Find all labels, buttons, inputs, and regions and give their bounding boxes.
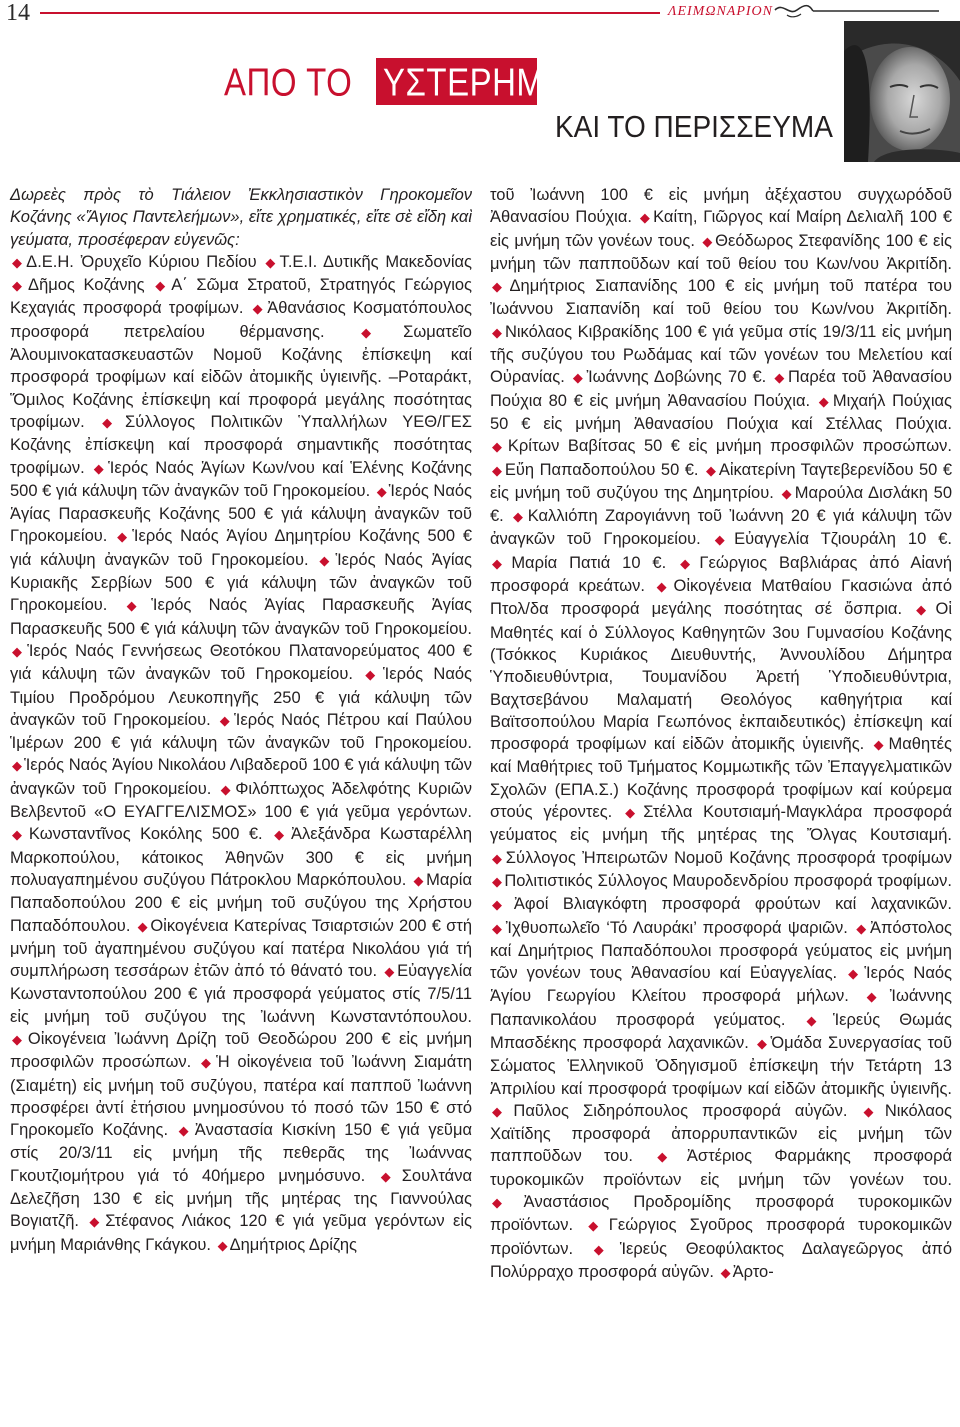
- donation-entry: Ἱερός Ναός Γεννήσεως Θεοτόκου Πλατανορεύματος 400 € γιά κάλυψη τῶν ἀναγκῶν τοῦ Γηροκομείου.: [10, 641, 472, 684]
- donation-entry: Ἱερός Ναός Ἁγίου Γεωργίου Κλείτου προσφορά μήλων.: [490, 964, 953, 1006]
- donation-entry: Α΄ Σῶμα Στρατοῦ, Στρατηγός Γεώργιος Κεχαγιάς προσφορά τροφίμων.: [10, 276, 472, 318]
- donation-entry: Καλλιόπη Ζαρογιάννη τοῦ Ἰωάννη 20 € γιά κάλυψη τῶν ἀναγκῶν τοῦ Γηροκομείου.: [490, 507, 952, 549]
- donation-entry: Μαθητές καί Μαθήτριες τοῦ Τμήματος Κομμωτικῆς τῶν Ἐπαγγελματικῶν Σχολῶν (ΕΠΑ.Σ.) Κοζάνης προσφορά τροφίμων καί κούρεμα στούς γέροντες.: [490, 735, 952, 822]
- diamond-bullet-icon: ◆: [380, 1168, 400, 1184]
- donation-entry: Σύλλογος Ἠπειρωτῶν Νομοῦ Κοζάνης προσφορά τροφίμων: [505, 848, 953, 867]
- donation-entry: Σωματεῖο Ἀλουμινοκατασκευαστῶν Νομοῦ Κοζάνης ἐπίσκεψη καί προσφορά τροφίμων καί εἰδῶν ἀτομικῆς ὑγιεινῆς. –Ροταράκτ, Ὅμιλος Κοζάνης ἐπίσκεψη καί προφορά μεγάλης ποσότητας τροφίμων.: [10, 322, 472, 431]
- diamond-bullet-icon: ◆: [12, 643, 26, 659]
- right-lead-text: τοῦ Ἰωάννη 100 € εἰς μνήμη ἀξέχαστου συγχωρόδοῦ Ἀθανασίου Πούχια.: [490, 186, 952, 227]
- diamond-bullet-icon: ◆: [413, 872, 425, 888]
- diamond-bullet-icon: ◆: [102, 414, 123, 430]
- diamond-bullet-icon: ◆: [319, 552, 334, 568]
- right-entries: [490, 208, 952, 1281]
- diamond-bullet-icon: ◆: [757, 1035, 769, 1051]
- donation-entry: Μαρία Παπαδοπούλου 200 € εἰς μνήμη τοῦ συζύγου της Χρήστου Παπαδόπουλου.: [10, 870, 472, 935]
- donation-entry: Μιχαήλ Πούχιας 50 € εἰς μνήμη Ἀθανασίου Πούχια καί Στέλλας Πούχια.: [490, 391, 953, 433]
- diamond-bullet-icon: ◆: [856, 920, 868, 936]
- diamond-bullet-icon: ◆: [720, 1264, 731, 1280]
- donation-entry: Ἱερός Ναός Ἁγίου Νικολάου Λιβαδεροῦ 100 € γιά κάλυψη τῶν ἀναγκῶν τοῦ Γηροκομείου.: [10, 756, 472, 798]
- donation-entry: Ἱερός Ναός Ἁγίων Κων/νου καί Ἑλένης Κοζάνης 500 € γιά κάλυψη τῶν ἀναγκῶν τοῦ Γηροκομείου.: [10, 458, 472, 500]
- donation-entry: Θεόδωρος Στεφανίδης 100 € εἰς μνήμη τῶν παπποῦδων καί τοῦ θείου του Κων/νου Ἀκριτίδη.: [490, 231, 953, 273]
- diamond-bullet-icon: ◆: [12, 827, 27, 843]
- diamond-bullet-icon: ◆: [657, 1149, 685, 1165]
- headline-part1: ΑΠΟ ΤΟ: [224, 60, 353, 104]
- diamond-bullet-icon: ◆: [219, 712, 233, 728]
- diamond-bullet-icon: ◆: [588, 1218, 607, 1234]
- donation-entry: Γεώργιος Βαβλιάρας ἀπό Αἰανή προσφορά κρεάτων.: [490, 553, 953, 596]
- diamond-bullet-icon: ◆: [818, 393, 831, 409]
- diamond-bullet-icon: ◆: [492, 462, 503, 478]
- donation-entry: Μαρούλα Δισλάκη 50 €.: [490, 483, 952, 526]
- diamond-bullet-icon: ◆: [680, 555, 698, 571]
- diamond-bullet-icon: ◆: [155, 278, 170, 294]
- donation-entry: Ἀρτο-: [732, 1262, 774, 1281]
- diamond-bullet-icon: ◆: [137, 918, 149, 934]
- donation-entry: Γεώργιος Σγοῦρος προσφορά τυροκομικῶν προϊόντων.: [490, 1216, 952, 1258]
- donation-entry: Ἡ οἰκογένεια τοῦ Ἰωάννη Σιαμάτη (Σιαμέτη) εἰς μνήμη τοῦ συζύγου, πατέρα καί παπποῦ Ἰωάννη προσφέρει ἀντί ἐτήσιου μνημοσύνου τό ποσό τῶν 150 € στό Γηροκομεῖο Κοζάνης.: [10, 1053, 473, 1140]
- donation-entry: Νικόλαος Χαϊτίδης προσφορά ἀπορρυπαντικῶν εἰς μνήμη τῶν παπποῦδων του.: [490, 1101, 953, 1166]
- donation-entry: Ἀστέριος Φαρμάκης προσφορά τυροκομικῶν προϊόντων εἰς μνήμη τῶν γονέων του.: [490, 1147, 953, 1189]
- donation-entry: Ἀναστασία Κισκίνη 150 € γιά γεῦμα στίς 20/3/11 εἰς μνήμη τῆς πεθερᾶς της Ἰωάννας Γκουτζιομήτρου γιά τό 40ήμερο μνημόσυνο.: [10, 1121, 472, 1185]
- diamond-bullet-icon: ◆: [274, 827, 289, 843]
- right-column: [490, 184, 952, 1284]
- diamond-bullet-icon: ◆: [492, 920, 504, 936]
- donation-entry: Ὁμάδα Συνεργασίας τοῦ Σώματος Ἑλληνικοῦ Ὁδηγισμοῦ ἐπίσκεψη τήν Τετάρτη 13 Ἀπριλίου καί προσφορά τροφίμων καί εἰδῶν ἀτομικῆς ὑγιεινῆς.: [490, 1033, 952, 1098]
- diamond-bullet-icon: ◆: [365, 667, 382, 683]
- diamond-bullet-icon: ◆: [705, 462, 717, 478]
- left-column: [10, 184, 472, 1257]
- header-rule: [40, 12, 660, 14]
- diamond-bullet-icon: ◆: [201, 1055, 215, 1071]
- donation-entry: Ἀναστάσιος Προδρομίδης προσφορά τυροκομικῶν προϊόντων.: [490, 1193, 952, 1235]
- diamond-bullet-icon: ◆: [639, 210, 652, 226]
- diamond-bullet-icon: ◆: [714, 532, 733, 548]
- diamond-bullet-icon: ◆: [492, 850, 504, 866]
- diamond-bullet-icon: ◆: [492, 439, 506, 455]
- donation-entry: Ἱερός Ναός Ἁγίου Δημητρίου Κοζάνης 500 € γιά κάλυψη ἀναγκῶν τοῦ Γηροκομείου.: [10, 527, 472, 569]
- donation-entry: Μαρία Πατιά 10 €.: [511, 553, 667, 572]
- donation-entry: Στέφανος Λιάκος 120 € γιά γεῦμα γερόντων εἰς μνήμη Μαριάνθης Γκάγκου.: [10, 1212, 472, 1254]
- donation-entry: Παῦλος Σιδηρόπουλος προσφορά αὐγῶν.: [513, 1101, 848, 1120]
- donation-entry: Παρέα τοῦ Ἀθανασίου Πούχια 80 € εἰς μνήμη Ἀθανασίου Πούχια.: [490, 368, 952, 410]
- page-number: 14: [6, 0, 30, 26]
- diamond-bullet-icon: ◆: [848, 966, 863, 982]
- donation-entry: Ἱερός Ναός Ἁγίας Παρασκευῆς Ἁγίας Παρασκευῆς 500 € γιά κάλυψη τῶν ἀναγκῶν τοῦ Γηροκομείου.: [10, 596, 472, 638]
- donation-entry: Ἱερός Ναός Ἁγίας Παρασκευῆς Κοζάνης 500 € γιά κάλυψη ἀναγκῶν τοῦ Γηροκομείου.: [10, 481, 473, 546]
- diamond-bullet-icon: ◆: [774, 370, 786, 386]
- diamond-bullet-icon: ◆: [217, 1237, 228, 1253]
- diamond-bullet-icon: ◆: [12, 254, 25, 270]
- donation-entry: Πολιτιστικός Σύλλογος Μαυροδενδρίου προσφορά τροφίμων.: [504, 871, 953, 890]
- donation-entry: Ἰχθυοπωλεῖο ‘Τό Λαυράκι’ προσφορά ψαριῶν.: [505, 918, 848, 937]
- diamond-bullet-icon: ◆: [593, 1241, 618, 1257]
- left-entries: [10, 253, 472, 1254]
- donation-entry: Οἱ Μαθητές καί ὁ Σύλλογος Καθηγητῶν 3ου Γυμνασίου Κοζάνης (Τσόκκος Κυριάκος Διευθυντής, Ἀννουλίδου Δήμητρα Ὑποδιευθύντρια, Τουμανίδου Ἀρετή Ὑποδιευθύντρια, Βαχτσεβάνου Μαλαματή Θεολόγος καθηγήτρια καί Βαϊτσοπούλου Μαρία Γεωπόνος ἐκπαιδευτικός) ἐπίσκεψη καί προσφορά τροφίμων καί εἰδῶν ἀτομικῆς ὑγιεινῆς.: [490, 600, 952, 754]
- donation-entry: Ἱερεύς Θεοφύλακτος Δαλαγεῶργος ἀπό Πολύρραχο προσφορά αὐγῶν.: [490, 1239, 952, 1281]
- diamond-bullet-icon: ◆: [492, 873, 503, 889]
- subheadline: ΚΑΙ ΤΟ ΠΕΡΙΣΣΕΥΜΑ: [555, 110, 833, 144]
- diamond-bullet-icon: ◆: [806, 1012, 831, 1028]
- donation-entry: Ἰωάννης Παπανικολάου προσφορά γεύματος.: [490, 987, 952, 1029]
- donation-entry: Δ.Ε.Η. Ὀρυχεῖο Κύριου Πεδίου: [26, 252, 257, 271]
- diamond-bullet-icon: ◆: [656, 579, 672, 595]
- diamond-bullet-icon: ◆: [361, 324, 402, 340]
- portrait-image: [844, 21, 960, 162]
- diamond-bullet-icon: ◆: [265, 254, 278, 270]
- diamond-bullet-icon: ◆: [12, 1031, 26, 1047]
- diamond-bullet-icon: ◆: [492, 897, 512, 913]
- donation-entry: Δημήτριος Δρίζης: [229, 1235, 358, 1254]
- donation-entry: Σύλλογος Πολιτικῶν Ὑπαλλήλων ΥΕΘ/ΓΕΣ Κοζάνης ἐπίσκεψη καί προσφορά σημαντικῆς ποσότητας τροφίμων.: [10, 412, 472, 477]
- diamond-bullet-icon: ◆: [625, 805, 642, 821]
- diamond-bullet-icon: ◆: [384, 964, 396, 980]
- donation-entry: Οἰκογένεια Ματθαίου Γκασιώνα ἀπό Πτολ/δα προσφορά μεγάλης ποσότητας σέ ὄσπρια.: [490, 577, 953, 619]
- donation-entry: Ἀθανάσιος Κοσματόπουλος προσφορά πετρελαίου θέρμανσης.: [10, 299, 472, 341]
- diamond-bullet-icon: ◆: [916, 602, 934, 618]
- diamond-bullet-icon: ◆: [492, 1195, 522, 1211]
- diamond-bullet-icon: ◆: [93, 460, 107, 476]
- donation-entry: Ἱερός Ναός Τιμίου Προδρόμου Λευκοπηγῆς 250 € γιά κάλυψη τῶν ἀναγκῶν τοῦ Γηροκομείου.: [10, 665, 473, 729]
- diamond-bullet-icon: ◆: [492, 324, 503, 340]
- diamond-bullet-icon: ◆: [89, 1214, 104, 1230]
- donation-entry: Αἰκατερίνη Ταγτεβερενίδου 50 € εἰς μνήμη τοῦ συζύγου της Δημητρίου.: [490, 460, 952, 502]
- donation-entry: Νικόλαος Κιβρακίδης 100 € γιά γεῦμα στίς 19/3/11 εἰς μνήμη τῆς συζύγου του Ρωδάμας καί τῶν γονέων του Μελετίου καί Οὐρανίας.: [490, 322, 952, 387]
- diamond-bullet-icon: ◆: [178, 1123, 193, 1139]
- diamond-bullet-icon: ◆: [126, 598, 150, 614]
- intro-text: Δωρεὲς πρὸς τὸ Τιάλειον Ἐκκλησιαστικὸν Γηροκομεῖον Κοζάνης «Ἅγιος Παντελεήμων», εἴτε χρηματικές, εἴτε σὲ εἴδη καὶ γεύματα, προσέφεραν εὐγενῶς:: [10, 186, 472, 249]
- diamond-bullet-icon: ◆: [376, 483, 387, 499]
- donation-entry: Ἰωάννης Δοβώνης 70 €.: [586, 368, 767, 387]
- donation-entry: Οἰκογένεια Κατερίνας Τσιαρτσιών 200 € στή μνήμη τοῦ ἀγαπημένου συζύγου καί πατέρα Νικολάου γιά τή συμπλήρωση τεσσάρων ἐτῶν ἀπό τό θάνατό του.: [10, 916, 472, 981]
- donation-entry: Καίτη, Γιῶργος καί Μαίρη Δελιαλῆ 100 € εἰς μνήμη τῶν γονέων τους.: [490, 208, 952, 250]
- diamond-bullet-icon: ◆: [781, 485, 793, 501]
- diamond-bullet-icon: ◆: [572, 370, 585, 386]
- donation-entry: Φιλόπτωχος Ἀδελφότης Κυριῶν Βελβεντοῦ «Ο ΕΥΑΓΓΕΛΙΣΜΟΣ» 100 € γιά γεῦμα γερόντων.: [10, 779, 472, 822]
- diamond-bullet-icon: ◆: [513, 509, 526, 525]
- donation-entry: Εὔη Παπαδοπούλου 50 €.: [504, 460, 699, 479]
- donation-entry: Ἀπόστολος καί Δημήτριος Παπαδόπουλοι προσφορά γεύματος εἰς μνήμη τῶν γονέων τους Ἀθανασίου καί Εὐαγγελίας.: [490, 918, 953, 983]
- donation-entry: Δῆμος Κοζάνης: [28, 276, 145, 295]
- diamond-bullet-icon: ◆: [873, 737, 887, 753]
- donation-entry: Σουλτάνα Δελεζῆση 130 € εἰς μνήμη τῆς μητέρας της Γιαννούλας Βογιατζῆ.: [10, 1166, 472, 1231]
- ornament-icon: [773, 2, 941, 18]
- donation-entry: Δημήτριος Σιαπανίδης 100 € εἰς μνήμη τοῦ πατέρα του Ἰωάννου Σιαπανίδη καί τοῦ θείου του Κων/νου Ἀκριτίδη.: [490, 277, 952, 319]
- donation-entry: Ἱερός Ναός Πέτρου καί Παύλου Ἱμέρων 200 € γιά κάλυψη τῶν ἀναγκῶν τοῦ Γηροκομείου.: [10, 710, 472, 753]
- diamond-bullet-icon: ◆: [492, 555, 510, 571]
- donation-entry: Ἱερός Ναός Ἁγίας Κυριακῆς Σερβίων 500 € γιά κάλυψη τῶν ἀναγκῶν τοῦ Γηροκομείου.: [10, 550, 473, 615]
- donation-entry: Στέλλα Κουτσιαμή-Μαγκλάρα προσφορά γεύματος εἰς μνήμη τῆς μητέρας της Ὄλγας Κουτσιαμή.: [490, 803, 952, 845]
- diamond-bullet-icon: ◆: [702, 233, 714, 249]
- magazine-title: ΛΕΙΜΩΝΑΡΙΟΝ: [668, 4, 774, 19]
- donation-entry: Κρίτων Βαβίτσας 50 € εἰς μνήμη προσφιλῶν προσώπων.: [507, 437, 952, 456]
- diamond-bullet-icon: ◆: [866, 989, 888, 1005]
- donation-entry: Εὐαγγελία Κωνσταντοπούλου 200 € γιά προσφορά γεύματος στίς 7/5/11 εἰς μνήμη τοῦ συζύγου της Ἰωάννη Κωνσταντόπουλου.: [10, 962, 472, 1026]
- donation-entry: Οἰκογένεια Ἰωάννη Δρίζη τοῦ Θεοδώρου 200 € εἰς μνήμη προσφιλῶν προσώπων.: [10, 1029, 473, 1072]
- diamond-bullet-icon: ◆: [117, 529, 131, 545]
- donation-entry: Τ.Ε.Ι. Δυτικῆς Μακεδονίας: [279, 252, 473, 271]
- donation-entry: Κωνσταντῖνος Κοκόλης 500 €.: [28, 825, 263, 844]
- headline-part2: ΥΣΤΕΡΗΜΑ: [383, 60, 567, 104]
- diamond-bullet-icon: ◆: [12, 278, 27, 294]
- donation-entry: Ἀφοί Βλιαγκόφτη προσφορά φρούτων καί λαχανικῶν.: [513, 895, 953, 914]
- diamond-bullet-icon: ◆: [252, 301, 266, 317]
- diamond-bullet-icon: ◆: [863, 1103, 883, 1119]
- portrait-photo: [844, 21, 960, 162]
- donation-entry: Εὐαγγελία Τζιουράλη 10 €.: [734, 530, 952, 549]
- donation-entry: Ἱερεύς Θωμάς Μπασδέκης προσφορά λαχανικῶν.: [490, 1010, 952, 1052]
- diamond-bullet-icon: ◆: [220, 781, 234, 797]
- donation-entry: Ἀλεξάνδρα Κωσταρέλλη Μαρκοπούλου, κάτοικος Ἀθηνῶν 300 € εἰς μνήμη πολυαγαπημένου συζύγου Πάτροκλου Μαρκόπουλου.: [10, 825, 473, 889]
- diamond-bullet-icon: ◆: [492, 1103, 512, 1119]
- diamond-bullet-icon: ◆: [12, 758, 23, 774]
- diamond-bullet-icon: ◆: [492, 279, 508, 295]
